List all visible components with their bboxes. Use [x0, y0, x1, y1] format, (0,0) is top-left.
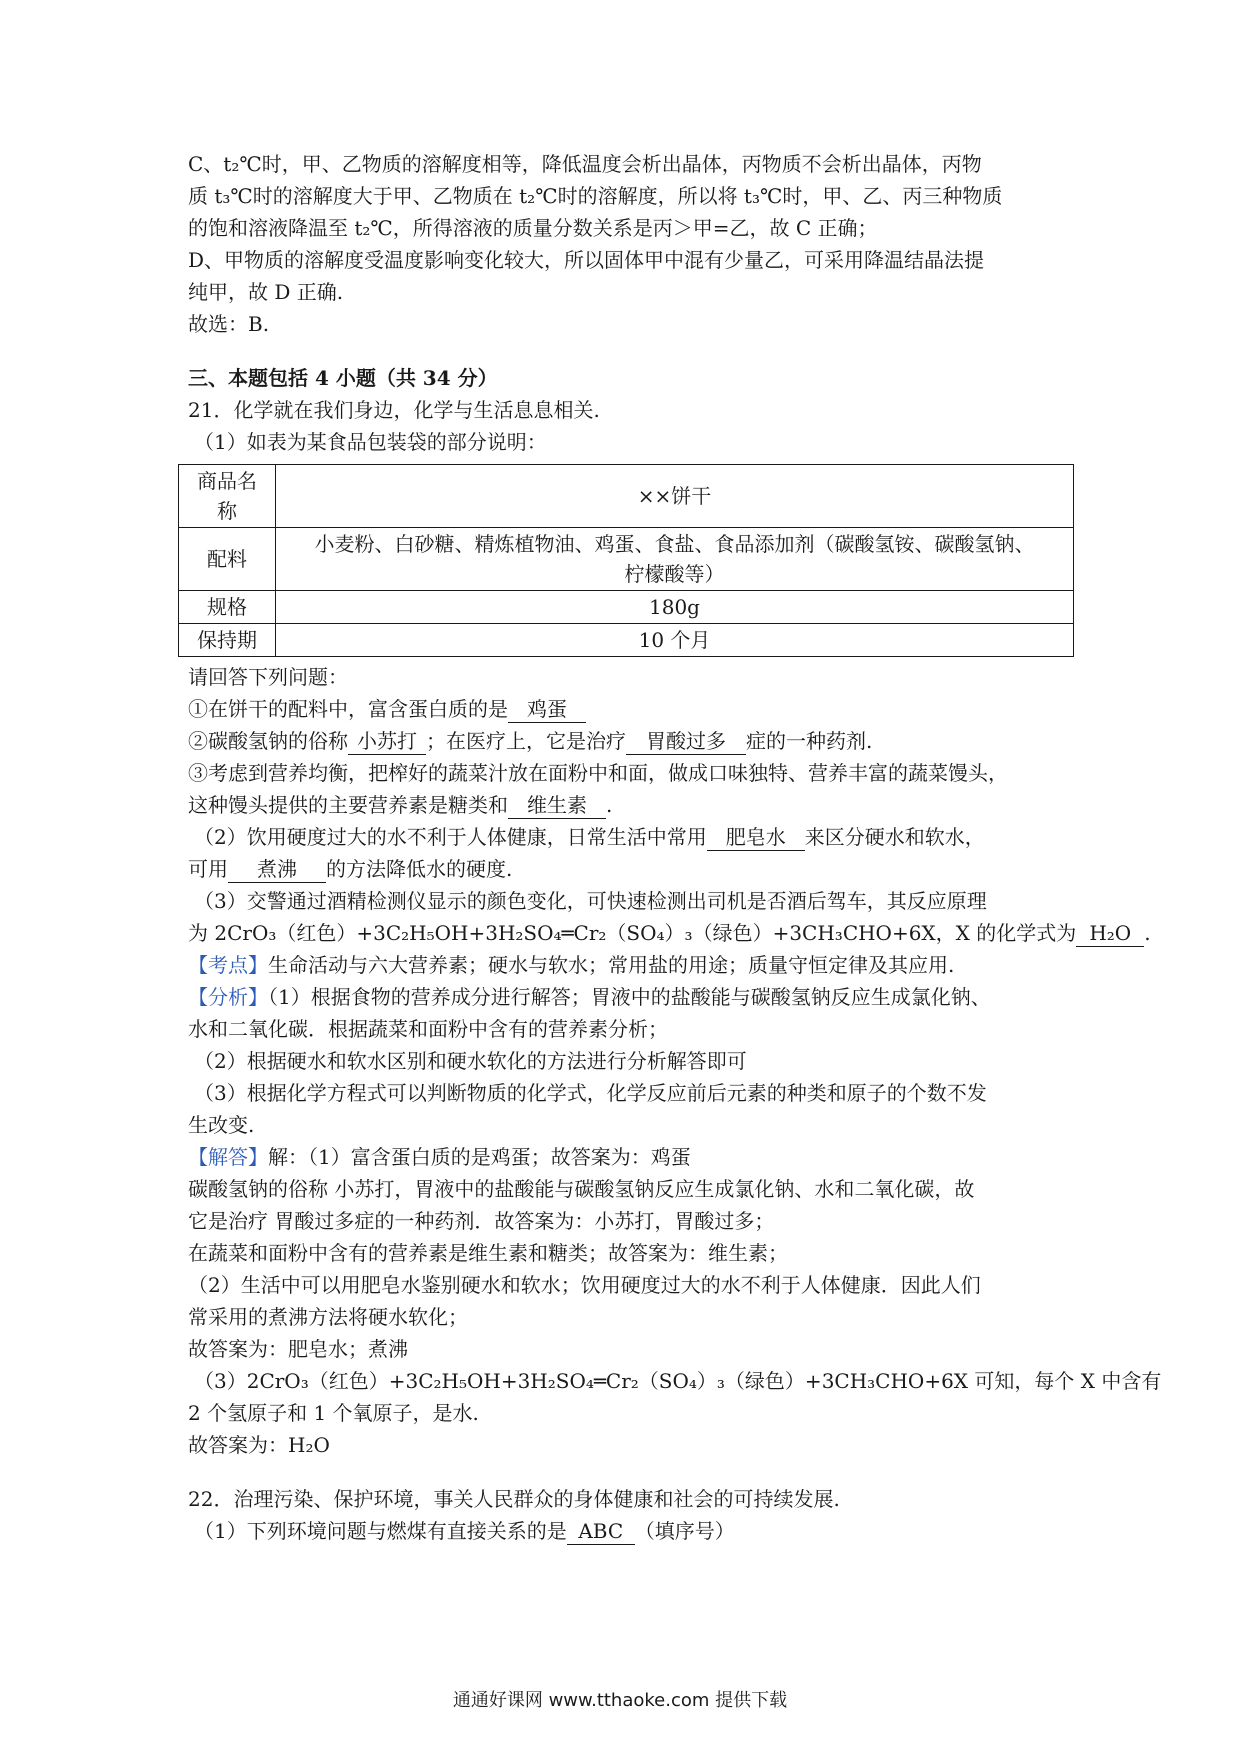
text-line: 纯甲，故 D 正确.: [188, 280, 344, 304]
text-line: 【分析】（1）根据食物的营养成分进行解答；胃液中的盐酸能与碳酸氢钠反应生成氯化钠、: [188, 985, 991, 1009]
table-cell: ××饼干: [276, 465, 1074, 528]
answer-blank: 煮沸: [228, 856, 326, 883]
text-line: 它是治疗 胃酸过多症的一种药剂．故答案为：小苏打，胃酸过多；: [188, 1209, 775, 1233]
text-line: 水和二氧化碳．根据蔬菜和面粉中含有的营养素分析；: [188, 1017, 668, 1041]
text-line: 常采用的煮沸方法将硬水软化；: [188, 1305, 468, 1329]
text-line: （2）根据硬水和软水区别和硬水软化的方法进行分析解答即可: [194, 1049, 747, 1073]
section-title: 三、本题包括 4 小题（共 34 分）: [188, 366, 498, 390]
text-line: D、甲物质的溶解度受温度影响变化较大，所以固体甲中混有少量乙，可采用降温结晶法提: [188, 248, 985, 272]
text-line: 可用 煮沸 的方法降低水的硬度.: [188, 857, 513, 881]
text-line: （3）交警通过酒精检测仪显示的颜色变化，可快速检测出司机是否酒后驾车，其反应原理: [194, 889, 987, 913]
page-footer: 通通好课网 www.tthaoke.com 提供下载: [452, 1690, 788, 1711]
document-body: [188, 148, 1162, 1547]
answer-blank: H₂O: [1076, 920, 1144, 947]
label-jieda: 【解答】: [188, 1145, 268, 1169]
text-line: （3）根据化学方程式可以判断物质的化学式，化学反应前后元素的种类和原子的个数不发: [194, 1081, 987, 1105]
text-line: 故答案为：H₂O: [188, 1433, 330, 1457]
table-row: [179, 465, 1074, 528]
text-line: （2）生活中可以用肥皂水鉴别硬水和软水；饮用硬度过大的水不利于人体健康．因此人们: [188, 1273, 981, 1297]
table-cell: 10 个月: [276, 624, 1074, 657]
text-line: ①在饼干的配料中，富含蛋白质的是 鸡蛋: [188, 693, 1068, 725]
table-cell: 商品名 称: [179, 465, 276, 528]
text-line: （3）2CrO₃（红色）+3C₂H₅OH+3H₂SO₄═Cr₂（SO₄）₃（绿色）+3CH₃CHO+6X 可知，每个 X 中含有: [194, 1369, 1162, 1393]
table-cell: 小麦粉、白砂糖、精炼植物油、鸡蛋、食盐、食品添加剂（碳酸氢铵、碳酸氢钠、 柠檬酸等）: [276, 528, 1074, 591]
text-line: 【考点】生命活动与六大营养素；硬水与软水；常用盐的用途；质量守恒定律及其应用.: [188, 953, 955, 977]
text-line: 为 2CrO₃（红色）+3C₂H₅OH+3H₂SO₄═Cr₂（SO₄）₃（绿色）+3CH₃CHO+6X，X 的化学式为 H₂O .: [188, 921, 1151, 945]
text-line: ③考虑到营养均衡，把榨好的蔬菜汁放在面粉中和面，做成口味独特、营养丰富的蔬菜馒头，: [188, 761, 1008, 785]
answer-blank: 小苏打: [348, 728, 426, 755]
answer-blank: ABC: [567, 1518, 635, 1545]
table-cell: 180g: [276, 591, 1074, 624]
table-row: [179, 528, 1074, 591]
answer-blank: 肥皂水: [707, 824, 805, 851]
text-line: 这种馒头提供的主要营养素是糖类和 维生素 .: [188, 793, 613, 817]
text-line: （2）饮用硬度过大的水不利于人体健康，日常生活中常用 肥皂水 来区分硬水和软水，: [194, 825, 985, 849]
question-stem: 21．化学就在我们身边，化学与生活息息相关.: [188, 398, 600, 422]
label-kaodian: 【考点】: [188, 953, 268, 977]
text-line: 2 个氢原子和 1 个氧原子，是水.: [188, 1401, 479, 1425]
label-fenxi: 【分析】: [188, 985, 268, 1009]
table-cell: 保持期: [179, 624, 276, 657]
text-line: 碳酸氢钠的俗称 小苏打，胃液中的盐酸能与碳酸氢钠反应生成氯化钠、水和二氧化碳，故: [188, 1177, 975, 1201]
text-line: （1）下列环境问题与燃煤有直接关系的是 ABC （填序号）: [194, 1519, 735, 1543]
table-row: [179, 591, 1074, 624]
text-line: 在蔬菜和面粉中含有的营养素是维生素和糖类；故答案为：维生素；: [188, 1241, 788, 1265]
table-cell: 配料: [179, 528, 276, 591]
answer-line: 故选：B.: [188, 312, 270, 336]
text-line: 质 t₃℃时的溶解度大于甲、乙物质在 t₂℃时的溶解度，所以将 t₃℃时，甲、乙、丙三种物质: [188, 184, 1003, 208]
text-line: ②碳酸氢钠的俗称 小苏打 ；在医疗上，它是治疗 胃酸过多 症的一种药剂.: [188, 729, 873, 753]
text-line: C、t₂℃时，甲、乙物质的溶解度相等，降低温度会析出晶体，丙物质不会析出晶体，丙物: [188, 152, 982, 176]
table-cell: 规格: [179, 591, 276, 624]
answer-blank: 胃酸过多: [626, 728, 746, 755]
question-stem: 22．治理污染、保护环境，事关人民群众的身体健康和社会的可持续发展.: [188, 1487, 840, 1511]
text-line: 生改变.: [188, 1113, 255, 1137]
text-line: 【解答】解：（1）富含蛋白质的是鸡蛋；故答案为：鸡蛋: [188, 1145, 691, 1169]
table-row: [179, 624, 1074, 657]
text-line: 的饱和溶液降温至 t₂℃，所得溶液的质量分数关系是丙＞甲=乙，故 C 正确；: [188, 216, 878, 240]
answer-blank: 鸡蛋: [508, 696, 586, 723]
food-label-table: [178, 464, 1074, 657]
text-line: 故答案为：肥皂水；煮沸: [188, 1337, 408, 1361]
text-line: 请回答下列问题：: [188, 665, 348, 689]
answer-blank: 维生素: [508, 792, 606, 819]
sub-question: （1）如表为某食品包装袋的部分说明：: [194, 430, 547, 454]
